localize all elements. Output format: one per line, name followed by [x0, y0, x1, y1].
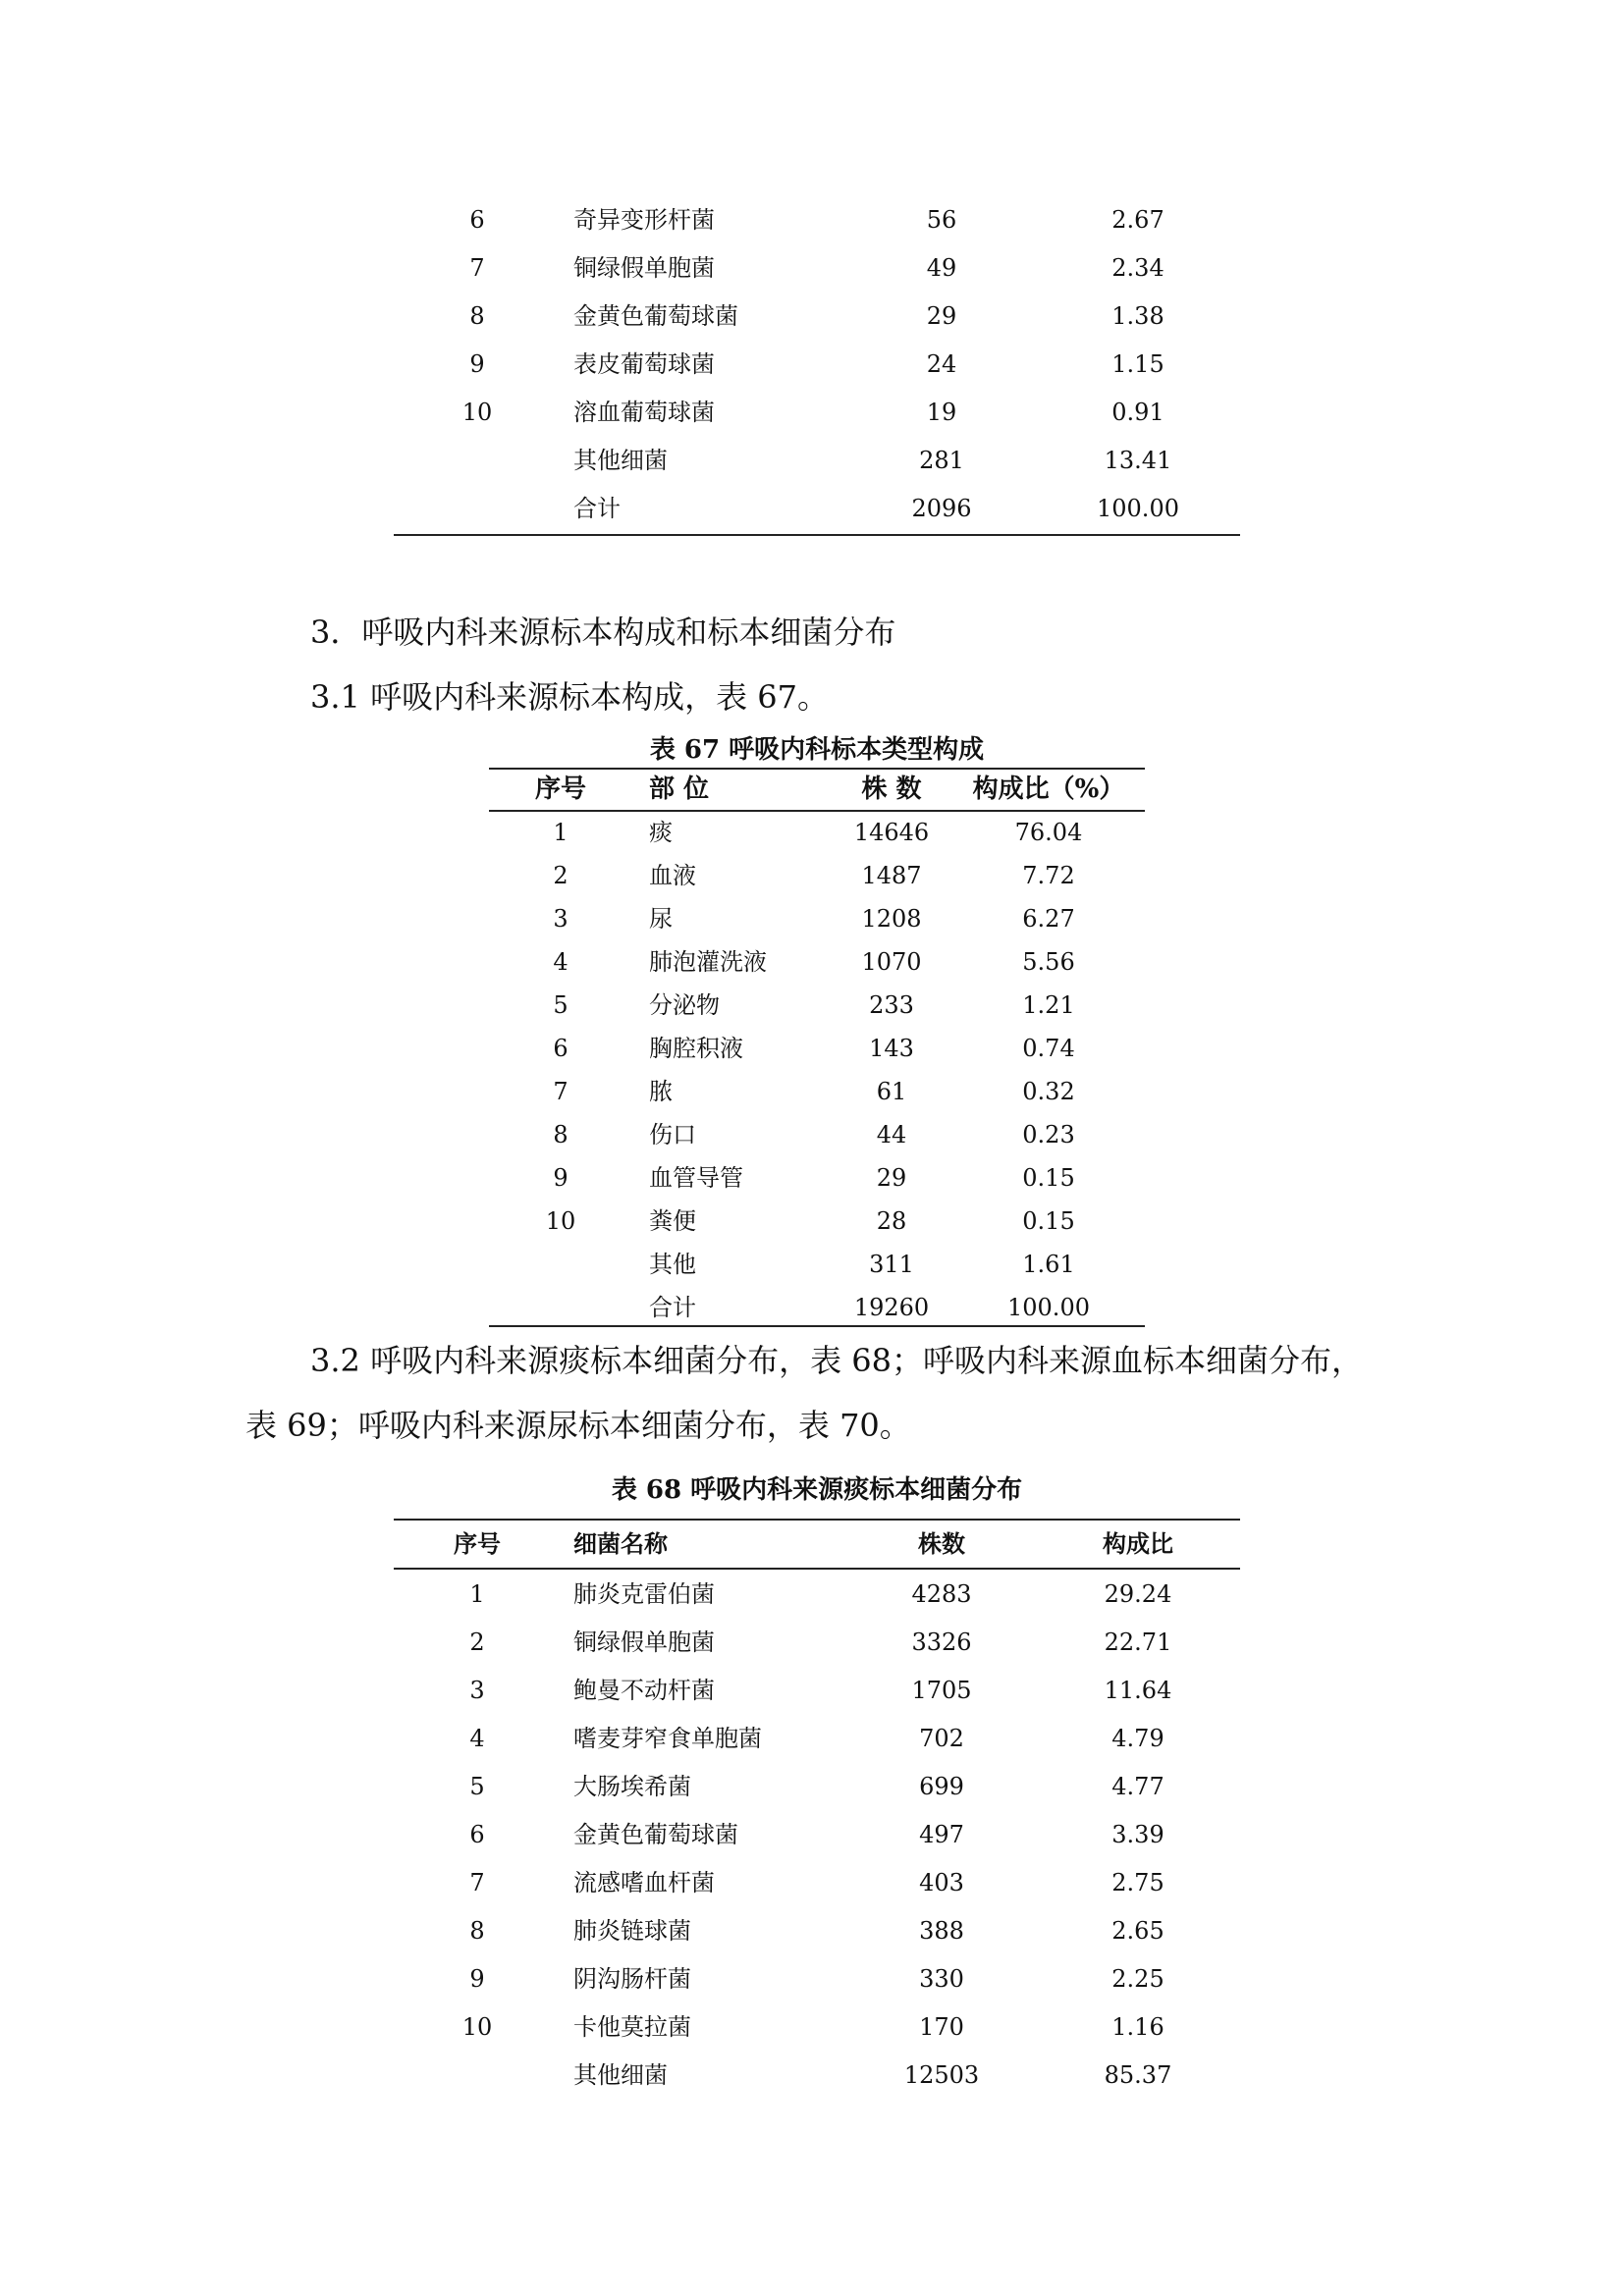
- strain-count: 3326: [911, 1629, 972, 1656]
- ratio-value: 100.00: [1097, 495, 1179, 522]
- table-row: [394, 248, 1240, 288]
- row-number: 10: [461, 399, 493, 426]
- table-row-total: [489, 1288, 1145, 1327]
- table-header-rule: [489, 810, 1145, 812]
- ratio-value: 100.00: [1007, 1294, 1090, 1321]
- strain-count: 2096: [911, 495, 972, 522]
- row-number: 1: [553, 819, 568, 846]
- strain-count: 28: [876, 1207, 907, 1235]
- bacteria-name: 嗜麦芽窄食单胞菌: [573, 1725, 762, 1752]
- ratio-value: 2.67: [1111, 206, 1164, 234]
- specimen-site: 胸腔积液: [649, 1035, 743, 1062]
- ratio-value: 5.56: [1022, 948, 1075, 976]
- table-row: [394, 441, 1240, 480]
- ratio-value: 0.74: [1022, 1035, 1075, 1062]
- bacteria-name: 合计: [573, 495, 621, 522]
- row-number: 8: [553, 1121, 568, 1148]
- specimen-site: 血液: [649, 862, 696, 889]
- specimen-site: 痰: [649, 819, 673, 846]
- strain-count: 29: [876, 1164, 907, 1192]
- paragraph-line: 表 69；呼吸内科来源尿标本细菌分布，表 70。: [245, 1407, 911, 1444]
- table-row: [489, 1245, 1145, 1284]
- bacteria-name: 铜绿假单胞菌: [573, 254, 715, 282]
- row-number: 2: [553, 862, 568, 889]
- strain-count: 44: [876, 1121, 907, 1148]
- specimen-site: 其他: [649, 1251, 696, 1278]
- ratio-value: 0.32: [1022, 1078, 1075, 1105]
- column-header: 部 位: [649, 774, 710, 804]
- table-row: [394, 296, 1240, 336]
- ratio-value: 7.72: [1022, 862, 1075, 889]
- sputum-bacteria-table: [394, 1519, 1240, 2108]
- ratio-value: 13.41: [1104, 447, 1172, 474]
- subsection-text: 3.1 呼吸内科来源标本构成，表 67。: [310, 678, 829, 716]
- strain-count: 311: [869, 1251, 914, 1278]
- table-row: [394, 1623, 1240, 1662]
- specimen-site: 分泌物: [649, 991, 720, 1019]
- ratio-value: 0.15: [1022, 1164, 1075, 1192]
- table-row: [394, 200, 1240, 240]
- table-header-row: [394, 1524, 1240, 1564]
- strain-count: 4283: [911, 1580, 972, 1608]
- row-number: 4: [469, 1725, 485, 1752]
- strain-count: 1705: [911, 1677, 972, 1704]
- row-number: 3: [469, 1677, 485, 1704]
- ratio-value: 0.23: [1022, 1121, 1075, 1148]
- table-row: [394, 393, 1240, 432]
- ratio-value: 4.77: [1111, 1773, 1164, 1800]
- table-row: [394, 345, 1240, 384]
- strain-count: 1208: [861, 905, 922, 933]
- strain-count: 143: [869, 1035, 914, 1062]
- row-number: 2: [469, 1629, 485, 1656]
- bacteria-name: 鲍曼不动杆菌: [573, 1677, 715, 1704]
- table-row: [489, 1072, 1145, 1111]
- row-number: 8: [469, 302, 485, 330]
- table-row: [394, 1671, 1240, 1710]
- column-header: 构成比: [1103, 1529, 1173, 1558]
- row-number: 6: [469, 1821, 485, 1848]
- row-number: 7: [553, 1078, 568, 1105]
- ratio-value: 0.91: [1111, 399, 1164, 426]
- column-header: 序号: [454, 1529, 501, 1558]
- column-header: 序号: [534, 774, 586, 804]
- table-header-row: [489, 770, 1145, 809]
- table-row: [394, 2056, 1240, 2095]
- bacteria-name: 奇异变形杆菌: [573, 206, 715, 234]
- strain-count: 14646: [853, 819, 930, 846]
- table-row: [394, 1815, 1240, 1854]
- row-number: 7: [469, 254, 485, 282]
- strain-count: 56: [926, 206, 957, 234]
- table-row: [394, 1719, 1240, 1758]
- ratio-value: 1.38: [1111, 302, 1164, 330]
- specimen-type-table: [489, 768, 1145, 1327]
- specimen-site: 合计: [649, 1294, 696, 1321]
- table-row: [394, 1911, 1240, 1950]
- column-header: 构成比（%）: [972, 774, 1125, 804]
- table-bottom-rule: [394, 534, 1240, 536]
- row-number: 10: [461, 2013, 493, 2041]
- strain-count: 699: [919, 1773, 964, 1800]
- table-row-total: [394, 489, 1240, 528]
- table-row: [489, 813, 1145, 852]
- row-number: 9: [469, 1965, 485, 1993]
- row-number: 5: [469, 1773, 485, 1800]
- ratio-value: 0.15: [1022, 1207, 1075, 1235]
- strain-count: 281: [919, 447, 964, 474]
- bacteria-name: 卡他莫拉菌: [573, 2013, 691, 2041]
- row-number: 9: [553, 1164, 568, 1192]
- column-header: 株数: [918, 1529, 965, 1558]
- row-number: 3: [553, 905, 568, 933]
- ratio-value: 2.34: [1111, 254, 1164, 282]
- ratio-value: 2.75: [1111, 1869, 1164, 1896]
- row-number: 4: [553, 948, 568, 976]
- column-header: 细菌名称: [573, 1529, 668, 1558]
- table-row: [394, 1575, 1240, 1614]
- table-row: [394, 1863, 1240, 1902]
- specimen-site: 血管导管: [649, 1164, 743, 1192]
- table-row: [489, 986, 1145, 1025]
- row-number: 8: [469, 1917, 485, 1945]
- ratio-value: 1.16: [1111, 2013, 1164, 2041]
- bacteria-name: 金黄色葡萄球菌: [573, 302, 738, 330]
- specimen-site: 尿: [649, 905, 673, 933]
- ratio-value: 1.21: [1022, 991, 1075, 1019]
- strain-count: 702: [919, 1725, 964, 1752]
- row-number: 7: [469, 1869, 485, 1896]
- ratio-value: 29.24: [1104, 1580, 1172, 1608]
- row-number: 5: [553, 991, 568, 1019]
- strain-count: 388: [919, 1917, 964, 1945]
- table-row: [489, 1201, 1145, 1241]
- specimen-site: 脓: [649, 1078, 673, 1105]
- table-row: [489, 856, 1145, 895]
- strain-count: 497: [919, 1821, 964, 1848]
- ratio-value: 2.25: [1111, 1965, 1164, 1993]
- bacteria-name: 肺炎克雷伯菌: [573, 1580, 715, 1608]
- strain-count: 19260: [853, 1294, 930, 1321]
- bacteria-name: 溶血葡萄球菌: [573, 399, 715, 426]
- table-header-rule: [394, 1568, 1240, 1570]
- bacteria-table-continued: [394, 200, 1240, 539]
- table-row: [489, 1158, 1145, 1198]
- strain-count: 61: [876, 1078, 907, 1105]
- bacteria-name: 金黄色葡萄球菌: [573, 1821, 738, 1848]
- table-bottom-rule: [489, 1325, 1145, 1327]
- ratio-value: 4.79: [1111, 1725, 1164, 1752]
- row-number: 9: [469, 350, 485, 378]
- ratio-value: 2.65: [1111, 1917, 1164, 1945]
- bacteria-name: 铜绿假单胞菌: [573, 1629, 715, 1656]
- strain-count: 12503: [903, 2061, 980, 2089]
- ratio-value: 11.64: [1104, 1677, 1172, 1704]
- bacteria-name: 其他细菌: [573, 2061, 668, 2089]
- bacteria-name: 表皮葡萄球菌: [573, 350, 715, 378]
- paragraph-line: 3.2 呼吸内科来源痰标本细菌分布，表 68；呼吸内科来源血标本细菌分布，: [310, 1342, 1363, 1379]
- strain-count: 330: [919, 1965, 964, 1993]
- column-header: 株 数: [861, 774, 922, 804]
- specimen-site: 肺泡灌洗液: [649, 948, 767, 976]
- bacteria-name: 大肠埃希菌: [573, 1773, 691, 1800]
- bacteria-name: 肺炎链球菌: [573, 1917, 691, 1945]
- strain-count: 170: [919, 2013, 964, 2041]
- row-number: 10: [545, 1207, 576, 1235]
- strain-count: 29: [926, 302, 957, 330]
- table-row: [489, 1029, 1145, 1068]
- section-heading: 3．呼吸内科来源标本构成和标本细菌分布: [310, 614, 896, 651]
- specimen-site: 粪便: [649, 1207, 696, 1235]
- table-caption: 表 68 呼吸内科来源痰标本细菌分布: [611, 1475, 1023, 1505]
- ratio-value: 1.15: [1111, 350, 1164, 378]
- bacteria-name: 阴沟肠杆菌: [573, 1965, 691, 1993]
- ratio-value: 1.61: [1022, 1251, 1075, 1278]
- row-number: 6: [469, 206, 485, 234]
- bacteria-name: 流感嗜血杆菌: [573, 1869, 715, 1896]
- strain-count: 1487: [861, 862, 922, 889]
- row-number: 1: [469, 1580, 485, 1608]
- bacteria-name: 其他细菌: [573, 447, 668, 474]
- ratio-value: 76.04: [1014, 819, 1083, 846]
- table-row: [394, 2007, 1240, 2047]
- strain-count: 19: [926, 399, 957, 426]
- table-row: [489, 899, 1145, 938]
- ratio-value: 3.39: [1111, 1821, 1164, 1848]
- table-caption: 表 67 呼吸内科标本类型构成: [649, 735, 985, 765]
- strain-count: 49: [926, 254, 957, 282]
- ratio-value: 6.27: [1022, 905, 1075, 933]
- specimen-site: 伤口: [649, 1121, 696, 1148]
- table-row: [394, 1959, 1240, 1999]
- table-row: [489, 1115, 1145, 1154]
- ratio-value: 22.71: [1104, 1629, 1172, 1656]
- table-top-rule: [394, 1519, 1240, 1521]
- row-number: 6: [553, 1035, 568, 1062]
- table-row: [394, 1767, 1240, 1806]
- strain-count: 1070: [861, 948, 922, 976]
- strain-count: 233: [869, 991, 914, 1019]
- strain-count: 403: [919, 1869, 964, 1896]
- ratio-value: 85.37: [1104, 2061, 1172, 2089]
- table-row: [489, 942, 1145, 982]
- strain-count: 24: [926, 350, 957, 378]
